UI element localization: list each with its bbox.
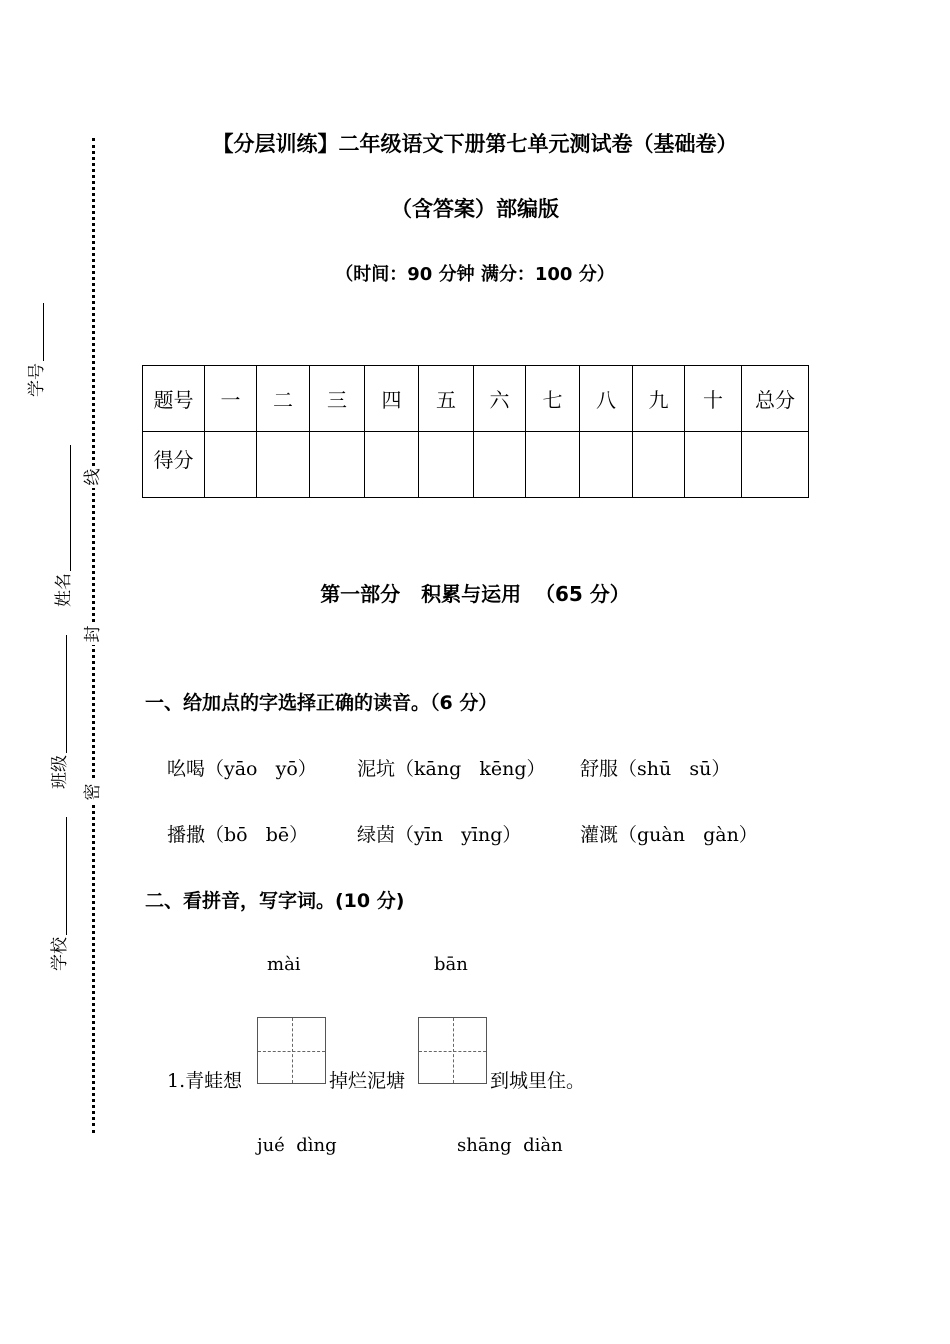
score-cell-total[interactable]: [742, 432, 809, 498]
score-table-score-row: [143, 432, 809, 498]
score-col-header: 九: [633, 366, 685, 432]
pinyin-label: shāng diàn: [457, 1135, 563, 1156]
q1-title: 一、给加点的字选择正确的读音。（6 分）: [145, 692, 498, 714]
score-cell[interactable]: [205, 432, 257, 498]
score-cell[interactable]: [474, 432, 526, 498]
score-col-header: 七: [526, 366, 580, 432]
field-school-line[interactable]: [48, 817, 67, 935]
margin-word-xian: 线: [82, 466, 104, 488]
score-cell[interactable]: [580, 432, 633, 498]
q2-sentence1-suffix: 到城里住。: [490, 1070, 586, 1092]
q2-title: 二、看拼音，写字词。(10 分): [145, 890, 405, 912]
score-col-header: 一: [205, 366, 257, 432]
score-table-row-label: 题号: [143, 366, 205, 432]
score-table-header-row: [143, 366, 809, 432]
field-class-line[interactable]: [48, 635, 67, 753]
score-col-header: 五: [419, 366, 474, 432]
margin-word-feng: 封: [82, 623, 104, 645]
field-name-line[interactable]: [52, 445, 71, 571]
part1-heading: 第一部分 积累与运用 （65 分）: [320, 582, 630, 606]
field-school-label: 学校: [49, 937, 70, 971]
field-student-id-line[interactable]: [25, 303, 44, 361]
score-cell[interactable]: [685, 432, 742, 498]
score-cell[interactable]: [310, 432, 365, 498]
pinyin-label: bān: [434, 954, 468, 975]
q1-item: 泥坑（kāng kēng）: [357, 758, 546, 780]
pinyin-label: mài: [267, 954, 301, 975]
score-col-header: 十: [685, 366, 742, 432]
score-col-header: 三: [310, 366, 365, 432]
pinyin-label: jué dìng: [257, 1135, 337, 1156]
writing-grid-box[interactable]: [257, 1017, 326, 1084]
score-col-header: 八: [580, 366, 633, 432]
score-col-header-total: 总分: [742, 366, 809, 432]
score-cell[interactable]: [526, 432, 580, 498]
score-col-header: 二: [257, 366, 310, 432]
score-col-header: 六: [474, 366, 526, 432]
q1-item: 灌溉（guàn gàn）: [580, 824, 758, 846]
time-info: （时间：90 分钟 满分：100 分）: [335, 264, 615, 285]
q2-sentence1-prefix: 1.青蛙想: [167, 1070, 243, 1092]
page-subtitle: （含答案）部编版: [391, 197, 559, 221]
q1-item: 绿茵（yīn yīng）: [357, 824, 522, 846]
field-school[interactable]: [45, 817, 69, 971]
page-title: 【分层训练】二年级语文下册第七单元测试卷（基础卷）: [212, 132, 738, 156]
field-student-id-label: 学号: [26, 363, 47, 397]
field-class-label: 班级: [49, 755, 70, 789]
q2-sentence1-middle: 掉烂泥塘: [329, 1070, 406, 1092]
score-col-header: 四: [365, 366, 419, 432]
score-cell[interactable]: [257, 432, 310, 498]
score-table: [142, 365, 809, 498]
q1-item: 吆喝（yāo yō）: [167, 758, 317, 780]
score-cell[interactable]: [365, 432, 419, 498]
score-table-row-label: 得分: [143, 432, 205, 498]
field-name-label: 姓名: [53, 573, 74, 607]
q1-item: 舒服（shū sū）: [580, 758, 731, 780]
score-cell[interactable]: [633, 432, 685, 498]
field-student-id[interactable]: [22, 303, 46, 397]
q1-item: 播撒（bō bē）: [167, 824, 309, 846]
score-cell[interactable]: [419, 432, 474, 498]
writing-grid-box[interactable]: [418, 1017, 487, 1084]
margin-word-mi: 密: [82, 781, 104, 803]
field-class[interactable]: [45, 635, 69, 789]
